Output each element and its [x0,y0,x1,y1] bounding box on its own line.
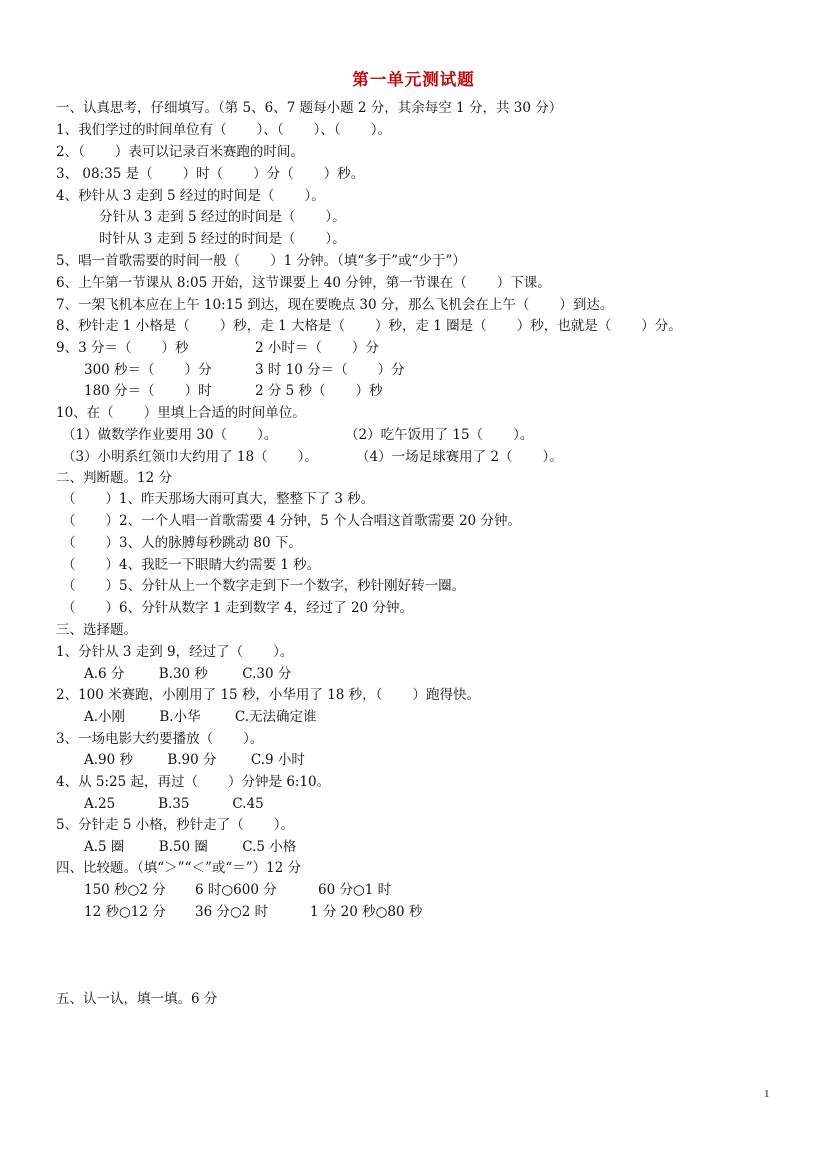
question-line: （4）一场足球赛用了 2（ ）。 [356,449,563,465]
question-line: A.25 B.35 C.45 [84,796,264,812]
question-line: 36 分○2 时 [195,904,269,920]
question-line: 5、分针走 5 小格，秒针走了（ ）。 [56,817,295,833]
question-line: （3）小明系红领巾大约用了 18（ ）。 [62,449,318,465]
question-line: 三、选择题。 [56,622,137,638]
question-line: 四、比较题。（填“＞”“＜”或“＝”）12 分 [56,860,302,876]
question-line: 1 分 20 秒○80 秒 [310,904,423,920]
question-line: 180 分＝（ ）时 [84,383,212,399]
page-title: 第一单元测试题 [352,70,475,89]
question-line: 1、分针从 3 走到 9，经过了（ ）。 [56,644,294,660]
question-line: 二、判断题。12 分 [56,470,172,486]
page-number: 1 [764,1088,770,1100]
question-line: 7、一架飞机本应在上午 10:15 到达，现在要晚点 30 分，那么飞机会在上午（ ）到达。 [56,297,614,313]
question-line: A.6 分 B.30 秒 C.30 分 [84,666,292,682]
question-line: 3、一场电影大约要播放（ ）。 [56,731,264,747]
question-line: 1、我们学过的时间单位有（ ）、（ ）、（ ）。 [56,122,391,138]
question-line: A.5 圈 B.50 圈 C.5 小格 [84,839,297,855]
question-line: 9、3 分＝（ ）秒 [56,340,189,356]
question-line: 10、在（ ）里填上合适的时间单位。 [56,405,306,421]
question-line: 300 秒＝（ ）分 [84,362,212,378]
question-line: 2、100 米赛跑，小刚用了 15 秒，小华用了 18 秒，（ ）跑得快。 [56,687,480,703]
question-line: 6、上午第一节课从 8:05 开始，这节课要上 40 分钟，第一节课在（ ）下课。 [56,275,551,291]
question-line: 2 小时＝（ ）分 [255,340,379,356]
question-line: A.小刚 B.小华 C.无法确定谁 [84,709,317,725]
question-line: （ ）5、分针从上一个数字走到下一个数字，秒针刚好转一圈。 [62,578,466,594]
question-line: 时针从 3 走到 5 经过的时间是（ ）。 [99,231,346,247]
question-line: （ ）2、一个人唱一首歌需要 4 分钟，5 个人合唱这首歌需要 20 分钟。 [62,513,521,529]
question-line: （ ）1、昨天那场大雨可真大，整整下了 3 秒。 [62,491,375,507]
question-line: （1）做数学作业要用 30（ ）。 [62,427,278,443]
question-line: A.90 秒 B.90 分 C.9 小时 [84,752,305,768]
question-line: 分针从 3 走到 5 经过的时间是（ ）。 [99,209,346,225]
question-line: （ ）4、我眨一下眼睛大约需要 1 秒。 [62,557,321,573]
question-line: 12 秒○12 分 [84,904,166,920]
question-line: （2）吃午饭用了 15（ ）。 [345,427,534,443]
question-line: 3 时 10 分＝（ ）分 [255,362,405,378]
question-line: 五、认一认，填一填。6 分 [56,991,218,1007]
question-line: 3、 08:35 是（ ）时（ ）分（ ）秒。 [56,166,365,182]
question-line: 6 时○600 分 [195,882,277,898]
question-line: 2 分 5 秒（ ）秒 [255,383,383,399]
question-line: 8、秒针走 1 小格是（ ）秒，走 1 大格是（ ）秒，走 1 圈是（ ）秒，也就是（ ）分。 [56,318,682,334]
question-line: （ ）3、人的脉膊每秒跳动 80 下。 [62,535,302,551]
question-line: 150 秒○2 分 [84,882,166,898]
question-line: 4、从 5:25 起，再过（ ）分钟是 6:10。 [56,774,331,790]
question-line: 60 分○1 时 [318,882,392,898]
question-line: 4、秒针从 3 走到 5 经过的时间是（ ）。 [56,188,325,204]
question-line: 5、唱一首歌需要的时间一般（ ）1 分钟。（填“多于”或“少于”） [56,253,466,269]
question-line: （ ）6、分针从数字 1 走到数字 4，经过了 20 分钟。 [62,600,413,616]
question-line: 2、（ ）表可以记录百米赛跑的时间。 [56,144,304,160]
question-line: 一、认真思考，仔细填写。（第 5、6、7 题每小题 2 分，其余每空 1 分，共 30 分） [56,100,563,116]
